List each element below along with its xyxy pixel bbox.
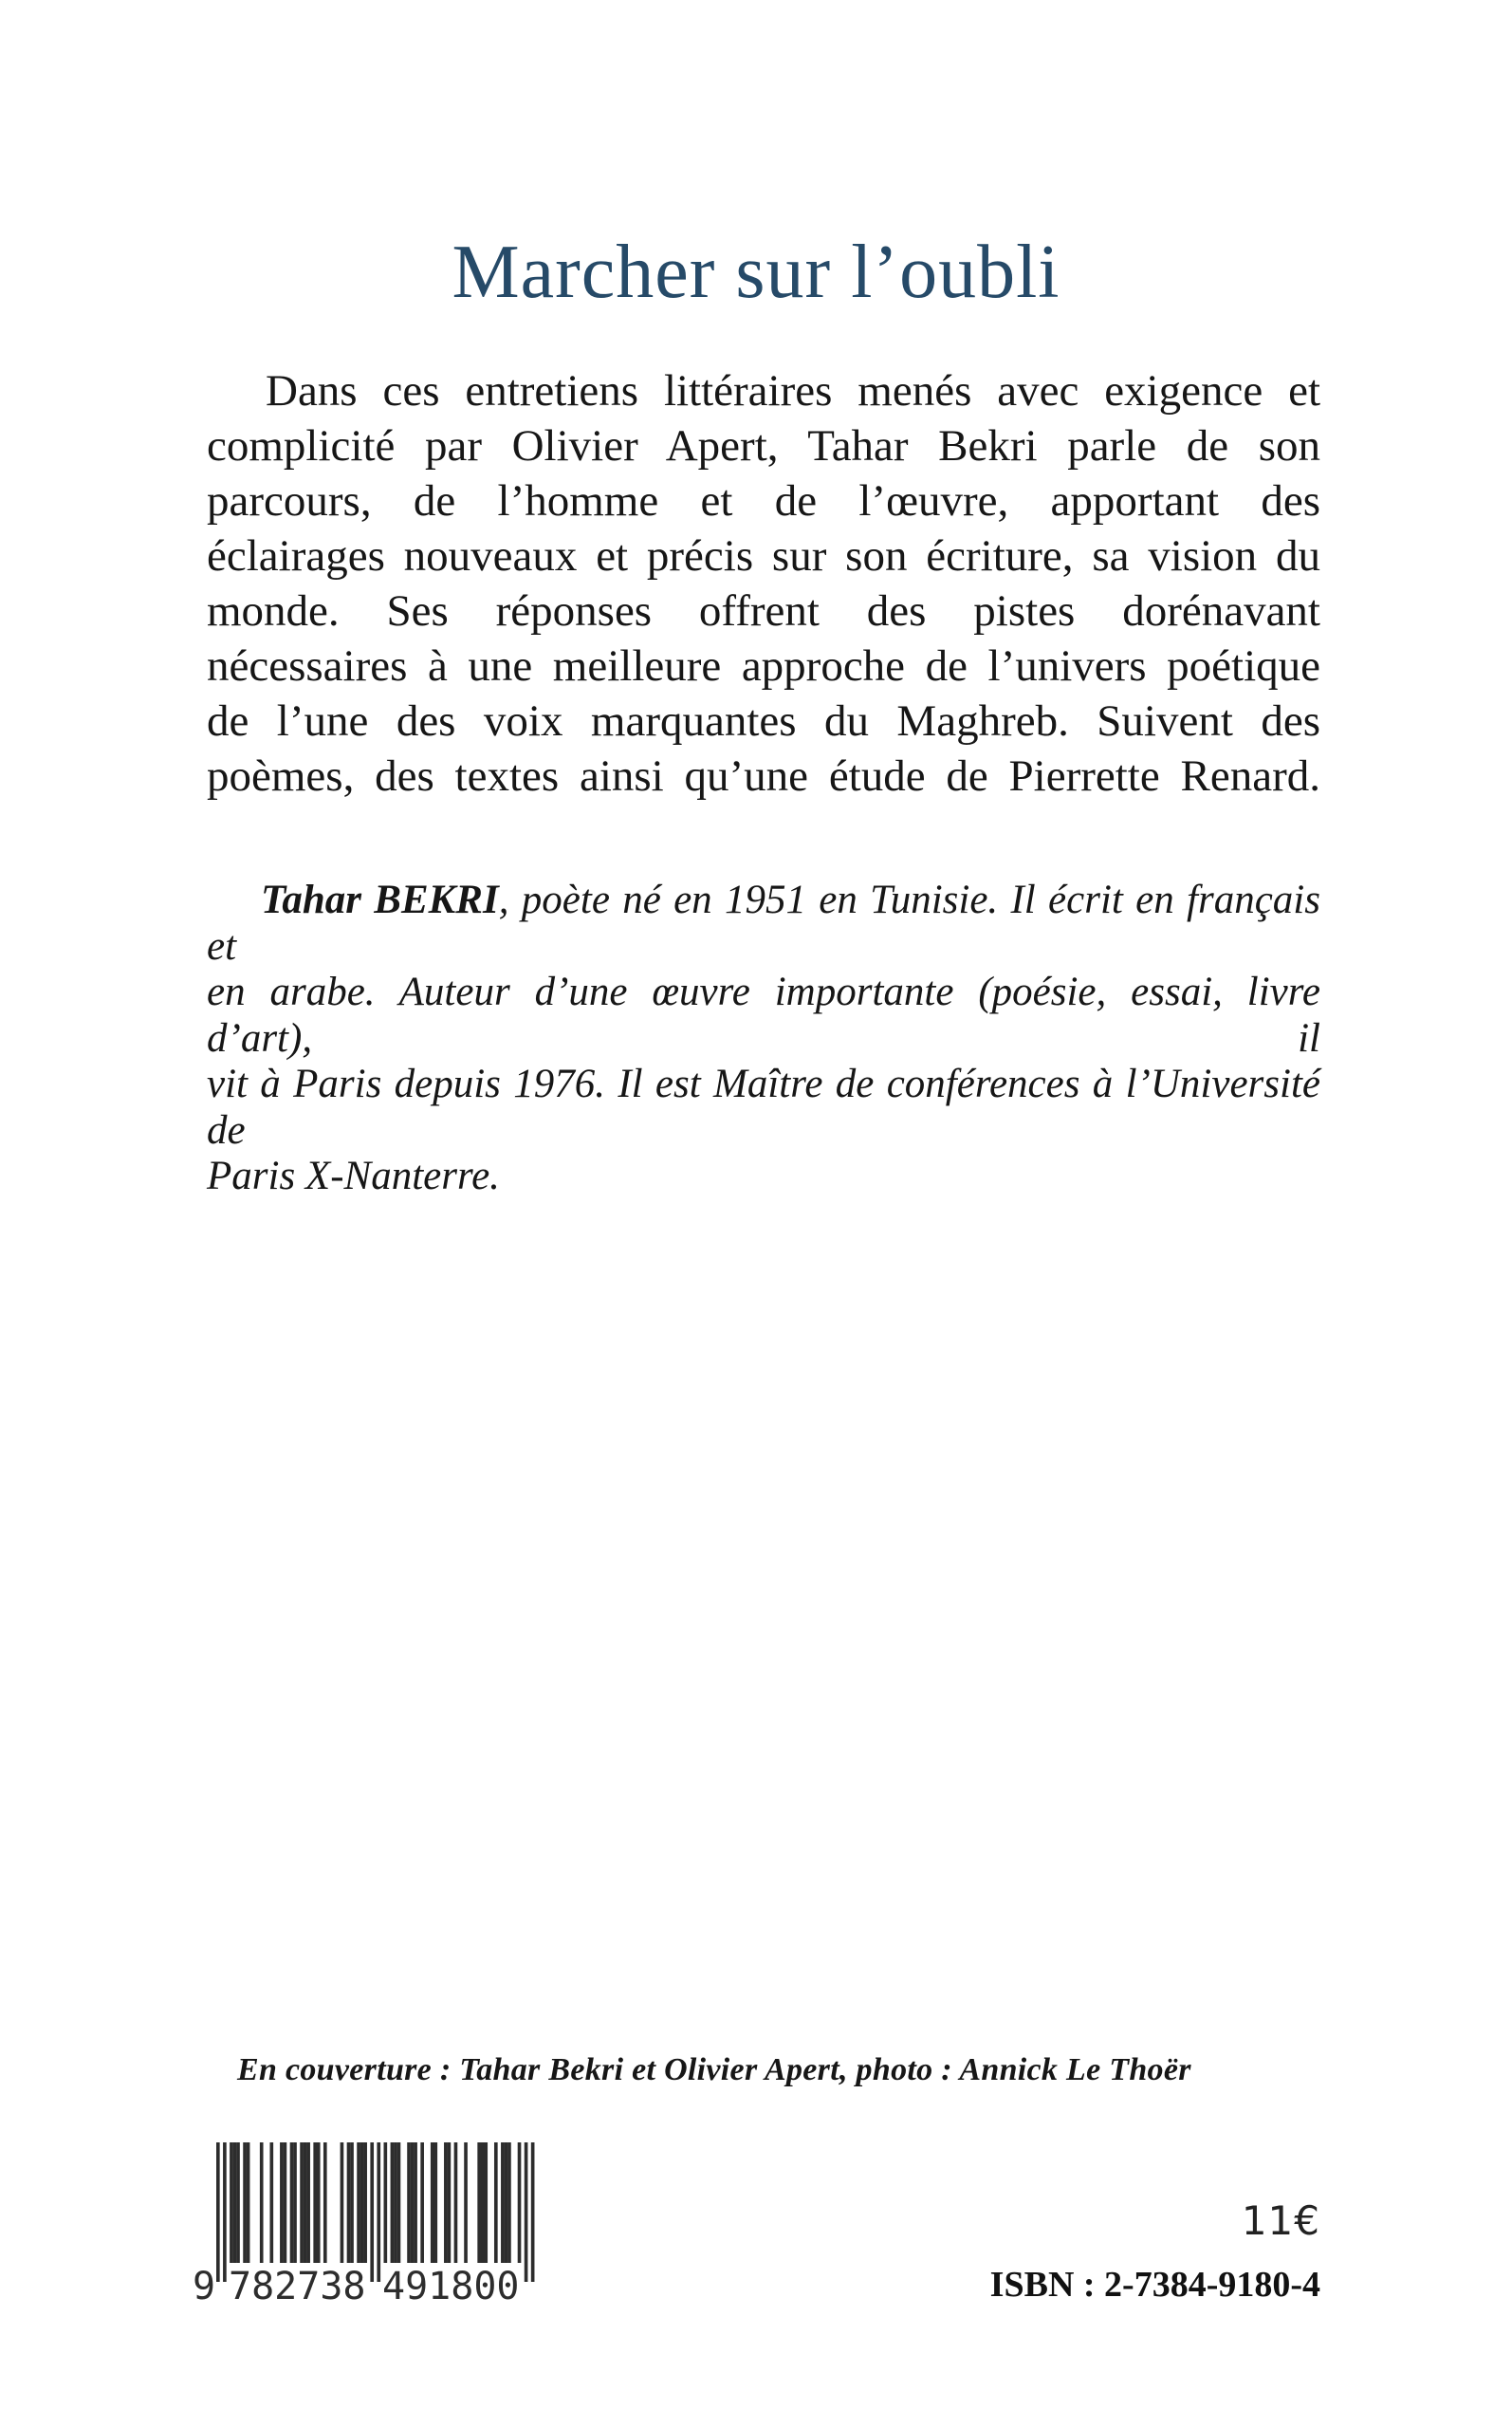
text-line: de l’une des voix marquantes du Maghreb. Suivent des (207, 696, 1320, 746)
cover-photo-credit: En couverture : Tahar Bekri et Olivier Apert, photo : Annick Le Thoër (237, 2052, 1191, 2087)
text-line: poèmes, des textes ainsi qu’une étude de Pierrette Renard. (207, 751, 1320, 801)
author-bio (207, 878, 1320, 1200)
text-line: éclairages nouveaux et précis sur son écriture, sa vision du (207, 531, 1320, 581)
bio-first-line-rest: , poète né en 1951 en Tunisie. Il écrit en français et (207, 878, 1320, 969)
text-line: Paris X-Nanterre. (207, 1154, 500, 1198)
text-line: Dans ces entretiens littéraires menés avec exigence et (266, 366, 1320, 416)
text-line: monde. Ses réponses offrent des pistes dorénavant (207, 586, 1320, 636)
price-isbn-block (990, 2199, 1320, 2304)
barcode-right-digits: 491800 (382, 2265, 520, 2308)
ean13-barcode (193, 2142, 553, 2308)
bio-lines (207, 970, 1320, 1200)
text-line: parcours, de l’homme et de l’œuvre, apportant des (207, 476, 1320, 526)
synopsis-paragraph (207, 363, 1320, 804)
author-name: Tahar BEKRI (261, 878, 499, 922)
text-line: complicité par Olivier Apert, Tahar Bekri parle de son (207, 421, 1320, 471)
price-label: 11€ (1241, 2197, 1320, 2244)
text-line: en arabe. Auteur d’une œuvre importante (poésie, essai, livre d’art), il (207, 970, 1320, 1061)
isbn-label: ISBN : 2-7384-9180-4 (989, 2265, 1320, 2305)
text-line: vit à Paris depuis 1976. Il est Maître de conférences à l’Université de (207, 1062, 1320, 1153)
barcode-left-digits: 782738 (229, 2265, 366, 2308)
barcode-lead-digit: 9 (193, 2265, 216, 2308)
text-line: nécessaires à une meilleure approche de l’univers poétique (207, 641, 1320, 691)
book-title: Marcher sur l’oubli (452, 230, 1060, 314)
barcode-bars (216, 2142, 535, 2282)
bio-first-line (207, 878, 1320, 970)
